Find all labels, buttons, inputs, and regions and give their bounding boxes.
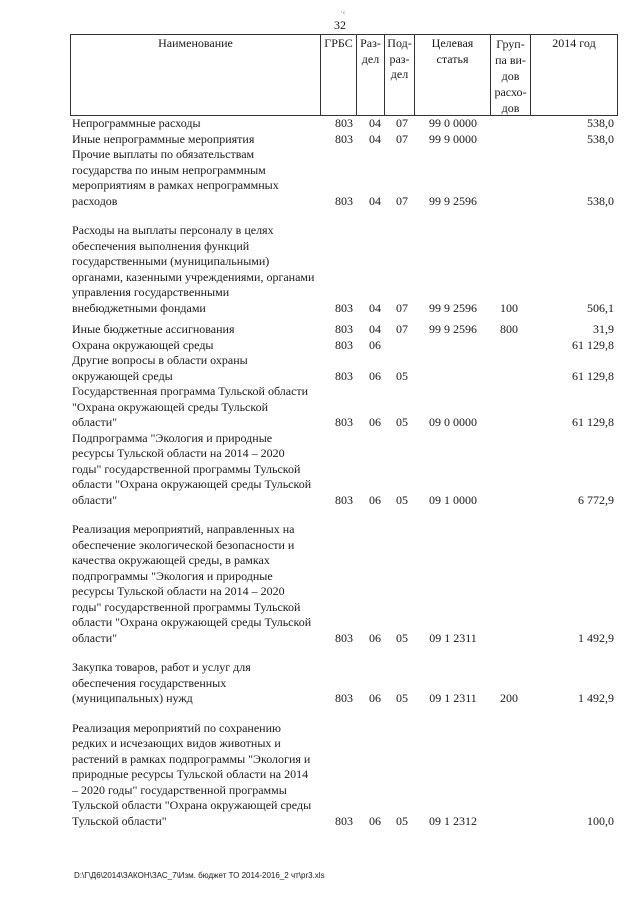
row-name: Реализация мероприятий по сохранению редких и исчезающих видов животных и растений в рамках подпрограммы "Экология и природные ресурсы Тульской области на 2014 – 2020 годы" государственной программы Тульской области "Охрана окружающей среды Тульской области" [72, 720, 312, 828]
row-name: Иные бюджетные ассигнования [72, 322, 235, 336]
row-razdel: 04 [369, 300, 381, 315]
row-grbs: 803 [335, 193, 353, 208]
file-path-footer: D:\Г\Д6\2014\ЗАКОН\ЗАС_7\Изм. бюджет ТО 2014-2016_2 чт\pr3.xls [74, 871, 325, 880]
row-sum: 538,0 [587, 131, 614, 146]
row-sum: 538,0 [587, 193, 614, 208]
table-row [70, 721, 618, 830]
row-grbs: 803 [335, 116, 353, 130]
row-podrazdel: 05 [396, 691, 408, 705]
row-sum: 1 492,9 [578, 630, 614, 645]
row-razdel: 06 [369, 630, 381, 645]
row-razdel: 04 [369, 322, 381, 336]
row-cs: 99 9 2596 [429, 322, 477, 336]
row-podrazdel: 05 [396, 813, 408, 828]
header-celevaya: Целевая статья [414, 35, 490, 115]
row-name: Реализация мероприятий, направленных на обеспечение экологической безопасности и качества окружающей среды, в рамках подпрограммы "Экология и природные ресурсы Тульской области на 2014 – 2020 годы" государственной программы Тульской области "Охрана окружающей среды Тульской области" [72, 522, 312, 645]
row-podrazdel: 07 [396, 116, 408, 130]
table-row [70, 522, 618, 646]
row-sum: 538,0 [587, 116, 614, 130]
row-podrazdel: 07 [396, 131, 408, 146]
row-sum: 61 129,8 [572, 337, 614, 352]
header-year: 2014 год [530, 35, 618, 115]
row-podrazdel: 07 [396, 322, 408, 336]
row-razdel: 06 [369, 368, 381, 383]
row-sum: 506,1 [587, 300, 614, 315]
row-cs: 09 1 2311 [429, 691, 477, 705]
row-name: Иные непрограммные мероприятия [72, 131, 255, 146]
row-grbs: 803 [335, 415, 353, 429]
page-number: 32 [334, 18, 346, 32]
table-header [70, 34, 618, 116]
row-podrazdel: 07 [396, 193, 408, 208]
table-row [70, 132, 618, 148]
row-cs: 99 9 2596 [429, 300, 477, 315]
row-grbs: 803 [335, 813, 353, 828]
table-row [70, 147, 618, 209]
table-body [70, 116, 618, 829]
row-sum: 100,0 [587, 813, 614, 828]
scan-mark: ·‹ [340, 8, 346, 17]
row-grbs: 803 [335, 492, 353, 507]
header-grbs: ГРБС [320, 35, 356, 115]
row-razdel: 06 [369, 691, 381, 705]
table-row [70, 431, 618, 509]
row-sum: 61 129,8 [572, 368, 614, 383]
row-podrazdel: 05 [396, 630, 408, 645]
row-podrazdel: 07 [396, 300, 408, 315]
table-row [70, 660, 618, 707]
row-sum: 6 772,9 [578, 492, 614, 507]
row-sum: 1 492,9 [578, 691, 614, 705]
row-grbs: 803 [335, 368, 353, 383]
table-row [70, 338, 618, 354]
row-razdel: 06 [369, 813, 381, 828]
row-grbs: 803 [335, 322, 353, 336]
table-row [70, 384, 618, 431]
row-cs: 09 1 2312 [429, 813, 477, 828]
row-name: Непрограммные расходы [72, 116, 201, 130]
row-cs: 99 9 2596 [429, 193, 477, 208]
row-cs: 09 1 0000 [429, 492, 477, 507]
row-razdel: 04 [369, 131, 381, 146]
row-grbs: 803 [335, 131, 353, 146]
budget-table [70, 34, 618, 829]
table-row [70, 223, 618, 316]
table-row [70, 116, 618, 132]
row-razdel: 06 [369, 492, 381, 507]
row-cs: 99 0 0000 [429, 116, 477, 130]
row-podrazdel: 05 [396, 368, 408, 383]
row-sum: 31,9 [593, 322, 614, 336]
row-cs: 09 1 2311 [429, 630, 477, 645]
row-razdel: 06 [369, 337, 381, 352]
header-razdel: Раз- дел [356, 35, 384, 115]
row-name: Закупка товаров, работ и услуг для обеспечения государственных (муниципальных) нужд [72, 660, 251, 705]
row-name: Охрана окружающей среды [72, 337, 214, 352]
row-grp: 800 [500, 322, 518, 336]
row-podrazdel: 05 [396, 492, 408, 507]
header-podrazdel: Под- раз- дел [384, 35, 414, 115]
row-cs: 99 9 0000 [429, 131, 477, 146]
row-name: Прочие выплаты по обязательствам государства по иным непрограммным мероприятиям в рамках непрограммных расходов [72, 147, 279, 208]
row-grp: 200 [500, 691, 518, 705]
row-name: Расходы на выплаты персоналу в целях обеспечения выполнения функций государственными (муниципальными) органами, казенными учреждениями, органами управления государственными внебюджетными фондами [72, 223, 315, 315]
row-grbs: 803 [335, 337, 353, 352]
row-grbs: 803 [335, 300, 353, 315]
row-cs: 09 0 0000 [429, 415, 477, 429]
row-podrazdel: 05 [396, 415, 408, 429]
row-razdel: 04 [369, 116, 381, 130]
row-razdel: 04 [369, 193, 381, 208]
table-row [70, 322, 618, 338]
row-grp: 100 [500, 300, 518, 315]
table-row [70, 353, 618, 384]
row-name: Подпрограмма "Экология и природные ресурсы Тульской области на 2014 – 2020 годы" государственной программы Тульской области "Охрана окружающей среды Тульской области" [72, 430, 312, 507]
header-name: Наименование [70, 35, 320, 115]
row-grbs: 803 [335, 630, 353, 645]
row-sum: 61 129,8 [572, 415, 614, 429]
row-razdel: 06 [369, 415, 381, 429]
header-gruppa: Груп- па ви- дов расхо- дов [490, 35, 530, 115]
row-grbs: 803 [335, 691, 353, 705]
row-name: Государственная программа Тульской области "Охрана окружающей среды Тульской области" [72, 384, 309, 429]
row-name: Другие вопросы в области охраны окружающей среды [72, 353, 248, 383]
